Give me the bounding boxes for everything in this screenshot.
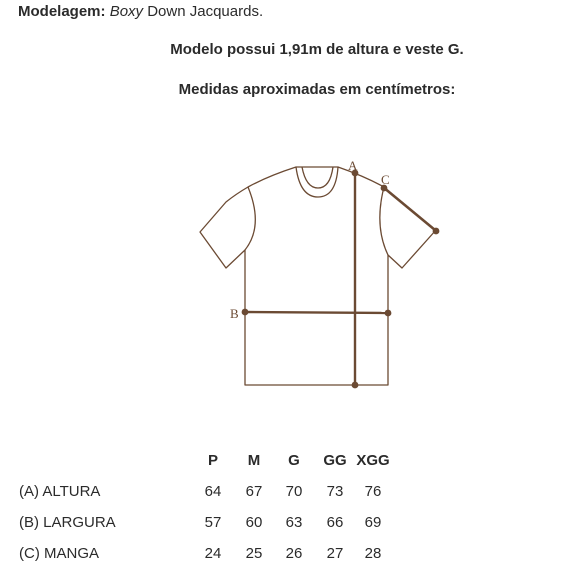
label-a: A [348,158,358,173]
table-cell: 27 [326,545,344,562]
table-cell: 57 [204,514,222,531]
row-label-manga: (C) MANGA [19,545,99,562]
table-cell: 66 [326,514,344,531]
row-label-altura: (A) ALTURA [19,483,101,500]
modelagem-style: Boxy [109,3,144,20]
table-cell: 26 [285,545,303,562]
table-cell: 76 [364,483,382,500]
size-header-gg: GG [323,452,347,469]
table-cell: 28 [364,545,382,562]
size-header-p: P [207,452,219,469]
table-cell: 73 [326,483,344,500]
measures-highlight: aproximadas [242,81,336,98]
size-header-g: G [288,452,300,469]
table-cell: 24 [204,545,222,562]
table-cell: 70 [285,483,303,500]
table-cell: 67 [245,483,263,500]
table-cell: 60 [245,514,263,531]
model-info: Modelo possui 1,91m de altura e veste G. [170,41,464,58]
measures-suffix: em centímetros: [339,81,456,98]
table-cell: 64 [204,483,222,500]
modelagem-name: Down Jacquards. [147,3,264,20]
size-header-m: M [247,452,261,469]
label-b: B [230,306,239,321]
table-cell: 63 [285,514,303,531]
table-cell: 69 [364,514,382,531]
size-header-xgg: XGG [356,452,390,469]
modelagem-label: Modelagem: [18,3,106,20]
measures-prefix: Medidas [178,81,239,98]
table-cell: 25 [245,545,263,562]
label-c: C [381,172,390,187]
row-label-largura: (B) LARGURA [19,514,116,531]
